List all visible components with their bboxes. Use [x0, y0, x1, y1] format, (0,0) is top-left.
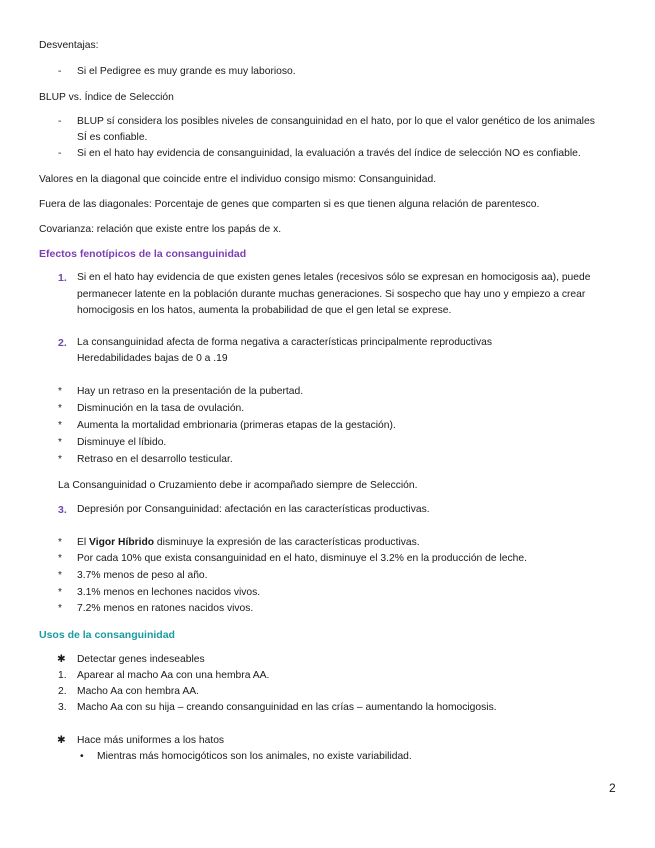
dash-bullet: - — [58, 116, 62, 127]
blup-title: BLUP vs. Índice de Selección — [39, 92, 174, 103]
asterisk-bullet: * — [58, 386, 62, 397]
reproductive-effect-2: Disminución en la tasa de ovulación. — [77, 403, 245, 414]
dash-bullet: - — [58, 66, 62, 77]
asterisk-bullet: * — [58, 454, 62, 465]
paragraph-fuera-diagonales: Fuera de las diagonales: Porcentaje de genes que comparten si es que tienen alguna relación de parentesco. — [39, 199, 540, 210]
productive-effect-3: 3.1% menos en lechones nacidos vivos. — [77, 587, 261, 598]
productive-effect-2: 3.7% menos de peso al año. — [77, 570, 208, 581]
round-bullet-icon: • — [80, 751, 84, 762]
star-bullet-icon: ✱ — [57, 735, 66, 746]
productive-effect-4: 7.2% menos en ratones nacidos vivos. — [77, 603, 254, 614]
item-1-line-2: permanecer latente en la población durante muchas generaciones. Si sospecho que hay uno y empiezo a crear — [77, 289, 586, 300]
reproductive-effect-1: Hay un retraso en la presentación de la pubertad. — [77, 386, 304, 397]
asterisk-bullet: * — [58, 553, 62, 564]
usos-heading: Usos de la consanguinidad — [39, 629, 175, 641]
usos-star-item-1: Detectar genes indeseables — [77, 654, 205, 665]
usos-numbered-3: Macho Aa con su hija – creando consanguinidad en las crías – aumentando la homocigosis. — [77, 702, 497, 713]
asterisk-bullet: * — [58, 603, 62, 614]
blup-item-1-line-2: SÍ es confiable. — [77, 132, 148, 143]
item-2-line-2: Heredabilidades bajas de 0 a .19 — [77, 353, 228, 364]
dash-bullet: - — [58, 148, 62, 159]
desventajas-title: Desventajas: — [39, 40, 99, 51]
asterisk-bullet: * — [58, 437, 62, 448]
item-1-line-3: homocigosis en los hatos, aumenta la probabilidad de que el gen letal se exprese. — [77, 305, 452, 316]
usos-number-3: 3. — [58, 702, 67, 713]
usos-numbered-1: Aparear al macho Aa con una hembra AA. — [77, 670, 270, 681]
paragraph-diagonal: Valores en la diagonal que coincide entre el individuo consigo mismo: Consanguinidad. — [39, 174, 437, 185]
paragraph-covarianza: Covarianza: relación que existe entre los papás de x. — [39, 224, 282, 235]
reproductive-effect-5: Retraso en el desarrollo testicular. — [77, 454, 233, 465]
asterisk-bullet: * — [58, 587, 62, 598]
blup-item-2: Si en el hato hay evidencia de consanguinidad, la evaluación a través del índice de selección NO es confiable. — [77, 148, 581, 159]
usos-star-item-2: Hace más uniformes a los hatos — [77, 735, 225, 746]
asterisk-bullet: * — [58, 403, 62, 414]
selection-note: La Consanguinidad o Cruzamiento debe ir acompañado siempre de Selección. — [58, 480, 418, 491]
reproductive-effect-3: Aumenta la mortalidad embrionaria (primeras etapas de la gestación). — [77, 420, 396, 431]
asterisk-bullet: * — [58, 537, 62, 548]
usos-numbered-2: Macho Aa con hembra AA. — [77, 686, 199, 697]
efectos-heading: Efectos fenotípicos de la consanguinidad — [39, 248, 247, 260]
vigor-hibrido-term: Vigor Híbrido — [89, 537, 155, 548]
productive-effect-1: Por cada 10% que exista consanguinidad en el hato, disminuye el 3.2% en la producción de leche. — [77, 553, 527, 564]
asterisk-bullet: * — [58, 570, 62, 581]
usos-sub-bullet: Mientras más homocigóticos son los animales, no existe variabilidad. — [97, 751, 412, 762]
item-1-line-1: Si en el hato hay evidencia de que existen genes letales (recesivos sólo se expresan en homocigosis aa), puede — [77, 272, 591, 283]
page-number: 2 — [609, 781, 616, 795]
vigor-post: disminuye la expresión de las características productivas. — [154, 537, 420, 548]
vigor-pre: El — [77, 537, 90, 548]
item-2-line-1: La consanguinidad afecta de forma negativa a características principalmente reproductivas — [77, 337, 492, 348]
usos-number-2: 2. — [58, 686, 67, 697]
item-1-number: 1. — [58, 272, 67, 284]
item-2-number: 2. — [58, 337, 67, 349]
star-bullet-icon: ✱ — [57, 654, 66, 665]
vigor-hibrido-line — [77, 535, 420, 552]
item-3-text: Depresión por Consanguinidad: afectación en las características productivas. — [77, 504, 430, 515]
asterisk-bullet: * — [58, 420, 62, 431]
blup-item-1-line-1: BLUP sí considera los posibles niveles de consanguinidad en el hato, por lo que el valor genético de los animales — [77, 116, 595, 127]
item-3-number: 3. — [58, 504, 67, 516]
desventajas-item: Si el Pedigree es muy grande es muy laborioso. — [77, 66, 296, 77]
usos-number-1: 1. — [58, 670, 67, 681]
reproductive-effect-4: Disminuye el líbido. — [77, 437, 167, 448]
